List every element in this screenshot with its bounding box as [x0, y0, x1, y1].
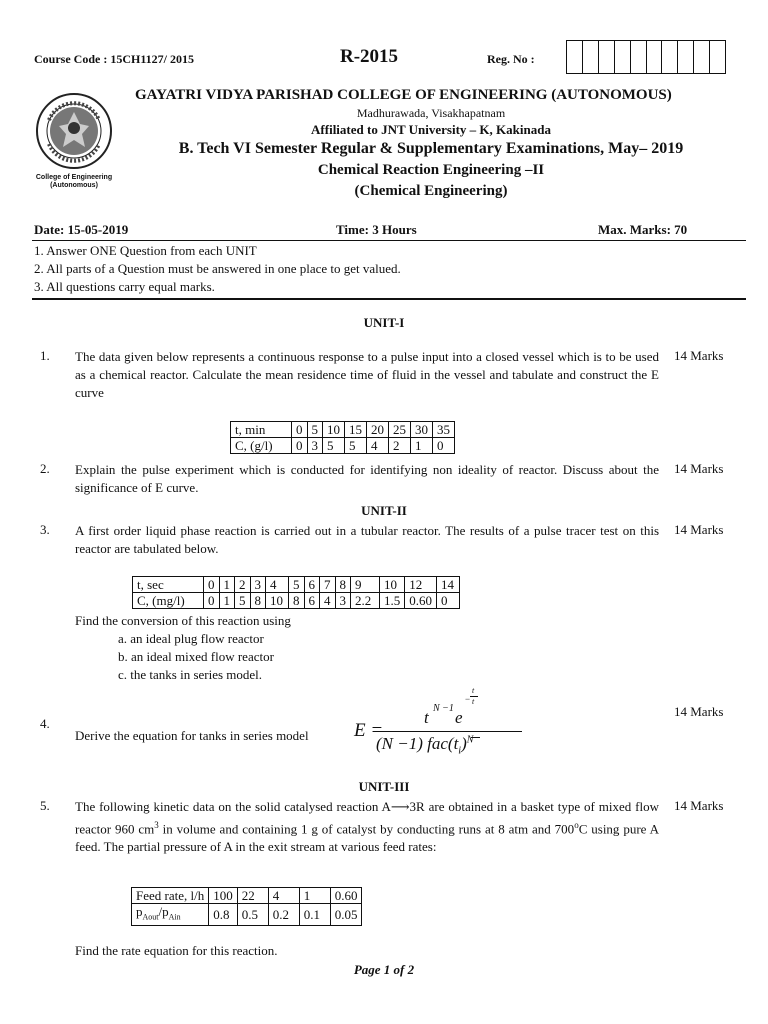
divider-instructions [32, 298, 746, 300]
unit-heading-3: UNIT-III [358, 779, 410, 794]
table-cell: 3 [250, 577, 266, 593]
data-table-2 [132, 576, 460, 609]
equation-exp-ti: t [472, 697, 475, 706]
equation-exp-minus: − [465, 694, 471, 704]
table-cell: 3 [307, 438, 323, 454]
table-cell: 1 [219, 577, 235, 593]
exam-date: Date: 15-05-2019 [34, 222, 129, 237]
list-item: a. an ideal plug flow reactor [118, 631, 264, 646]
q5-superscript: o [574, 820, 579, 830]
question-followup: Find the conversion of this reaction using [75, 613, 291, 628]
reg-no-label: Reg. No : [487, 52, 535, 66]
data-table-3 [131, 887, 362, 926]
table-cell: 8 [335, 577, 351, 593]
question-text: Explain the pulse experiment which is conducted for identifying non ideality of reactor. Discuss about the significance of E curve. [75, 462, 659, 495]
table-cell: 3 [335, 593, 351, 609]
table-cell: 0 [204, 593, 220, 609]
table-cell: 100 [209, 888, 238, 904]
course-code: Course Code : 15CH1127/ 2015 [34, 52, 194, 66]
question-text: A first order liquid phase reaction is carried out in a tubular reactor. The results of a pulse tracer test on this reactor are tabulated below. [75, 523, 659, 556]
table-cell: 15 [345, 422, 367, 438]
table-cell: 6 [304, 593, 320, 609]
table-cell: 5 [323, 438, 345, 454]
equation-lhs: E = [354, 720, 384, 741]
list-item: c. the tanks in series model. [118, 667, 263, 682]
equation-den-main: (N −1) fac(t [376, 734, 459, 753]
table-cell: 12 [405, 577, 437, 593]
table-cell: 4 [266, 577, 289, 593]
equation-denominator [376, 734, 473, 756]
logo-caption-line-1: College of Engineering [35, 174, 113, 181]
table-cell: 25 [389, 422, 411, 438]
table-cell: 6 [304, 577, 320, 593]
table-cell: 5 [307, 422, 323, 438]
college-location: Madhurawada, Visakhapatnam [356, 106, 506, 120]
table-cell: 0 [292, 438, 308, 454]
equation-fraction-bar [376, 731, 522, 732]
question-marks: 14 Marks [674, 704, 724, 719]
table-cell: 5 [235, 593, 251, 609]
table-cell: 14 [437, 577, 460, 593]
table-cell: 20 [367, 422, 389, 438]
table-cell: 35 [433, 422, 455, 438]
question-followup: Find the rate equation for this reaction. [75, 943, 278, 958]
question-number: 3. [40, 522, 50, 537]
instruction-item: 2. All parts of a Question must be answered in one place to get valued. [34, 261, 401, 276]
table-row [132, 888, 362, 904]
table-cell: 0.60 [330, 888, 362, 904]
table-cell: 1 [299, 888, 330, 904]
table-cell: 1.5 [380, 593, 405, 609]
question-text [75, 798, 659, 856]
logo-caption-line-2: (Autonomous) [50, 182, 98, 189]
college-seal-icon [35, 92, 113, 170]
table-cell: 4 [268, 888, 299, 904]
equation-e: e [455, 708, 463, 727]
table-cell: 10 [323, 422, 345, 438]
table-cell: 8 [289, 593, 305, 609]
table-cell: 4 [367, 438, 389, 454]
table-cell: 0.2 [268, 904, 299, 926]
table-cell: 0 [204, 577, 220, 593]
instruction-item: 1. Answer ONE Question from each UNIT [34, 243, 257, 258]
table-cell: 0.60 [405, 593, 437, 609]
table-row [132, 904, 362, 926]
table-cell: 2.2 [351, 593, 380, 609]
question-marks: 14 Marks [674, 522, 724, 537]
table-cell: 22 [237, 888, 268, 904]
table-cell: 7 [320, 577, 336, 593]
question-text: The data given below represents a continuous response to a pulse input into a closed vessel which is to be used as a chemical reactor. Calculate the mean residence time of fluid in the vessel and tabulate and construct the E curve [75, 349, 659, 400]
question-number: 2. [40, 461, 50, 476]
data-table-1 [230, 421, 455, 454]
question-marks: 14 Marks [674, 348, 724, 363]
table-cell: 1 [411, 438, 433, 454]
table-cell: 5 [289, 577, 305, 593]
table-cell: 4 [320, 593, 336, 609]
question-text: Derive the equation for tanks in series model [75, 728, 309, 743]
table-cell: 2 [389, 438, 411, 454]
subject-title: Chemical Reaction Engineering –II [317, 162, 545, 178]
list-item: b. an ideal mixed flow reactor [118, 649, 274, 664]
exam-title: B. Tech VI Semester Regular & Supplementary Examinations, May– 2019 [178, 140, 684, 157]
max-marks: Max. Marks: 70 [598, 222, 688, 237]
instructions [34, 242, 401, 296]
table-cell: 5 [345, 438, 367, 454]
tanks-in-series-equation [354, 686, 534, 770]
table-cell: Feed rate, l/h [132, 888, 209, 904]
table-cell: 0.05 [330, 904, 362, 926]
unit-heading-1: UNIT-I [363, 315, 405, 330]
branch-title: (Chemical Engineering) [354, 183, 508, 199]
exam-time: Time: 3 Hours [336, 222, 417, 237]
table-cell: 0 [292, 422, 308, 438]
table-cell: 2 [235, 577, 251, 593]
table-cell: 0 [437, 593, 460, 609]
reg-no-boxes [566, 40, 726, 74]
table-row [231, 438, 455, 454]
question-marks: 14 Marks [674, 461, 724, 476]
table-cell: t, min [231, 422, 292, 438]
q5-superscript: 3 [154, 820, 159, 830]
equation-ti-bar [471, 737, 480, 738]
page-number: Page 1 of 2 [353, 962, 415, 977]
question-number: 1. [40, 348, 50, 363]
pressure-sub: Aout [142, 912, 159, 922]
equation-t: t [424, 708, 429, 727]
college-name: GAYATRI VIDYA PARISHAD COLLEGE OF ENGINEERING (AUTONOMOUS) [135, 87, 672, 103]
table-cell: 30 [411, 422, 433, 438]
regulation: R-2015 [340, 46, 399, 67]
pressure-sub: Ain [168, 912, 181, 922]
q5-text-part: The following kinetic data on the solid catalysed reaction A⟶3R are obtained in a basket type of mixed flow reactor 960 cm [75, 799, 659, 837]
pressure-slash: /p [158, 904, 169, 919]
question-number: 4. [40, 716, 50, 731]
logo-caption [22, 174, 126, 190]
table-row [133, 593, 460, 609]
table-cell: 8 [250, 593, 266, 609]
table-cell: 0.1 [299, 904, 330, 926]
table-cell [132, 904, 209, 926]
affiliation: Affiliated to JNT University – K, Kakinada [311, 122, 551, 137]
q5-text-part: in volume and containing 1 g of catalyst by conducting runs at 8 atm and 700 [158, 821, 575, 837]
unit-heading-2: UNIT-II [361, 503, 407, 518]
equation-exp-t: t [472, 686, 475, 695]
q5-text-part: C using pure A feed. The partial pressure of A in the exit stream at various feed rates: [75, 821, 659, 855]
table-row [231, 422, 455, 438]
equation-den-sub: i [458, 745, 462, 757]
table-cell: 10 [266, 593, 289, 609]
equation-den-power: N [466, 734, 474, 746]
equation-t-exponent: N −1 [433, 703, 454, 714]
table-cell: C, (mg/l) [133, 593, 204, 609]
question-marks: 14 Marks [674, 798, 724, 813]
table-cell: 1 [219, 593, 235, 609]
table-cell: C, (g/l) [231, 438, 292, 454]
pressure-p: p [136, 904, 143, 919]
table-cell: t, sec [133, 577, 204, 593]
table-cell: 0 [433, 438, 455, 454]
table-cell: 9 [351, 577, 380, 593]
table-cell: 10 [380, 577, 405, 593]
equation-den-close: ) [461, 734, 467, 753]
table-cell: 0.8 [209, 904, 238, 926]
instruction-item: 3. All questions carry equal marks. [34, 279, 215, 294]
table-row [133, 577, 460, 593]
table-cell: 0.5 [237, 904, 268, 926]
question-number: 5. [40, 798, 50, 813]
divider-top [32, 240, 746, 241]
